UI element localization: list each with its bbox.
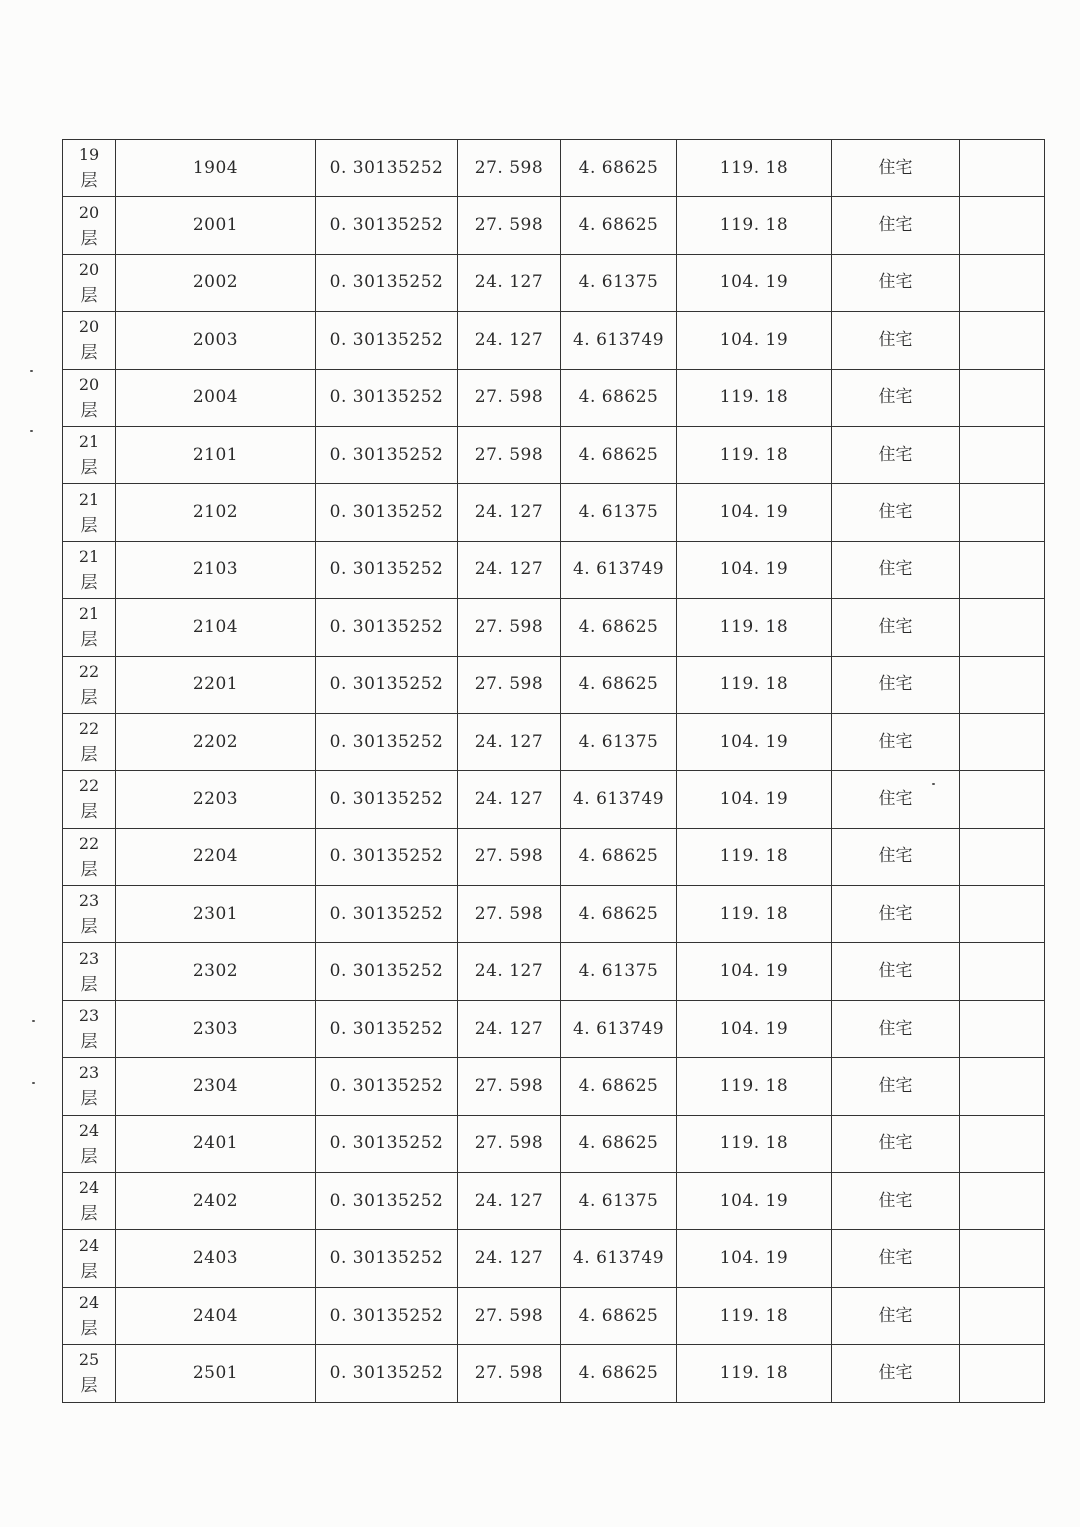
table-row: [63, 599, 1045, 656]
area-a-cell: 27. 598: [458, 1287, 561, 1344]
area-b-cell: 4. 61375: [561, 713, 677, 770]
note-cell: [960, 1173, 1045, 1230]
usage-cell: 住宅: [832, 1345, 960, 1402]
share-coefficient-cell: 0. 30135252: [316, 197, 458, 254]
table-row: [63, 197, 1045, 254]
table-row: [63, 1173, 1045, 1230]
total-area-cell: 119. 18: [677, 886, 832, 943]
total-area-cell: 119. 18: [677, 140, 832, 197]
floor-unit: 层: [80, 917, 98, 938]
table-row: [63, 254, 1045, 311]
total-area-cell: 104. 19: [677, 943, 832, 1000]
total-area-cell: 119. 18: [677, 656, 832, 713]
room-number-cell: 2403: [116, 1230, 316, 1287]
room-number-cell: 2401: [116, 1115, 316, 1172]
note-cell: [960, 254, 1045, 311]
room-number-cell: 2002: [116, 254, 316, 311]
floor-cell: [63, 426, 116, 483]
share-coefficient-cell: 0. 30135252: [316, 1058, 458, 1115]
area-a-cell: 27. 598: [458, 886, 561, 943]
room-number-cell: 2204: [116, 828, 316, 885]
area-a-cell: 24. 127: [458, 484, 561, 541]
room-number-cell: 2501: [116, 1345, 316, 1402]
total-area-cell: 119. 18: [677, 1115, 832, 1172]
note-cell: [960, 943, 1045, 1000]
note-cell: [960, 484, 1045, 541]
table-body: [63, 140, 1045, 1403]
floor-number: 22: [78, 719, 100, 739]
usage-cell: 住宅: [832, 254, 960, 311]
table-row: [63, 140, 1045, 197]
table-row: [63, 886, 1045, 943]
area-b-cell: 4. 61375: [561, 254, 677, 311]
note-cell: [960, 1058, 1045, 1115]
usage-cell: 住宅: [832, 771, 960, 828]
area-a-cell: 24. 127: [458, 1230, 561, 1287]
share-coefficient-cell: 0. 30135252: [316, 484, 458, 541]
note-cell: [960, 1345, 1045, 1402]
unit-area-table: [62, 139, 1045, 1403]
floor-number: 21: [78, 432, 100, 452]
room-number-cell: 2104: [116, 599, 316, 656]
usage-cell: 住宅: [832, 1000, 960, 1057]
floor-unit: 层: [80, 630, 98, 651]
area-b-cell: 4. 613749: [561, 1000, 677, 1057]
share-coefficient-cell: 0. 30135252: [316, 943, 458, 1000]
share-coefficient-cell: 0. 30135252: [316, 771, 458, 828]
share-coefficient-cell: 0. 30135252: [316, 1173, 458, 1230]
room-number-cell: 2001: [116, 197, 316, 254]
share-coefficient-cell: 0. 30135252: [316, 1230, 458, 1287]
total-area-cell: 104. 19: [677, 1230, 832, 1287]
floor-unit: 层: [80, 1032, 98, 1053]
usage-cell: 住宅: [832, 312, 960, 369]
room-number-cell: 2101: [116, 426, 316, 483]
floor-number: 20: [78, 317, 100, 337]
floor-unit: 层: [80, 171, 98, 192]
total-area-cell: 104. 19: [677, 771, 832, 828]
share-coefficient-cell: 0. 30135252: [316, 1287, 458, 1344]
floor-unit: 层: [80, 1146, 98, 1167]
scan-speck: [30, 370, 33, 372]
floor-cell: [63, 1058, 116, 1115]
total-area-cell: 119. 18: [677, 197, 832, 254]
floor-unit: 层: [80, 400, 98, 421]
share-coefficient-cell: 0. 30135252: [316, 140, 458, 197]
usage-cell: 住宅: [832, 828, 960, 885]
floor-cell: [63, 1000, 116, 1057]
floor-number: 20: [78, 259, 100, 279]
room-number-cell: 2203: [116, 771, 316, 828]
floor-unit: 层: [80, 1376, 98, 1397]
floor-cell: [63, 1173, 116, 1230]
usage-cell: 住宅: [832, 1058, 960, 1115]
floor-unit: 层: [80, 1261, 98, 1282]
note-cell: [960, 886, 1045, 943]
floor-number: 25: [78, 1350, 100, 1370]
area-b-cell: 4. 613749: [561, 771, 677, 828]
area-a-cell: 27. 598: [458, 197, 561, 254]
table-row: [63, 656, 1045, 713]
area-b-cell: 4. 68625: [561, 1287, 677, 1344]
note-cell: [960, 599, 1045, 656]
area-a-cell: 24. 127: [458, 713, 561, 770]
area-a-cell: 27. 598: [458, 426, 561, 483]
usage-cell: 住宅: [832, 943, 960, 1000]
floor-unit: 层: [80, 515, 98, 536]
area-a-cell: 24. 127: [458, 1000, 561, 1057]
area-b-cell: 4. 68625: [561, 656, 677, 713]
floor-unit: 层: [80, 228, 98, 249]
floor-unit: 层: [80, 802, 98, 823]
floor-cell: [63, 713, 116, 770]
area-a-cell: 27. 598: [458, 1345, 561, 1402]
share-coefficient-cell: 0. 30135252: [316, 713, 458, 770]
share-coefficient-cell: 0. 30135252: [316, 656, 458, 713]
table-row: [63, 1000, 1045, 1057]
floor-unit: 层: [80, 572, 98, 593]
area-b-cell: 4. 68625: [561, 886, 677, 943]
room-number-cell: 2004: [116, 369, 316, 426]
floor-number: 24: [78, 1178, 100, 1198]
area-a-cell: 27. 598: [458, 828, 561, 885]
share-coefficient-cell: 0. 30135252: [316, 541, 458, 598]
table-row: [63, 771, 1045, 828]
floor-number: 23: [78, 948, 100, 968]
floor-cell: [63, 1230, 116, 1287]
table-row: [63, 312, 1045, 369]
area-b-cell: 4. 61375: [561, 1173, 677, 1230]
room-number-cell: 2102: [116, 484, 316, 541]
scan-speck: [32, 1082, 35, 1084]
table-row: [63, 1230, 1045, 1287]
area-b-cell: 4. 68625: [561, 828, 677, 885]
area-b-cell: 4. 68625: [561, 1345, 677, 1402]
area-a-cell: 24. 127: [458, 943, 561, 1000]
floor-unit: 层: [80, 687, 98, 708]
usage-cell: 住宅: [832, 886, 960, 943]
table-row: [63, 943, 1045, 1000]
floor-cell: [63, 1287, 116, 1344]
note-cell: [960, 1000, 1045, 1057]
share-coefficient-cell: 0. 30135252: [316, 426, 458, 483]
table-row: [63, 828, 1045, 885]
usage-cell: 住宅: [832, 1287, 960, 1344]
note-cell: [960, 1230, 1045, 1287]
floor-cell: [63, 254, 116, 311]
floor-cell: [63, 1115, 116, 1172]
floor-unit: 层: [80, 343, 98, 364]
area-a-cell: 27. 598: [458, 1058, 561, 1115]
total-area-cell: 119. 18: [677, 426, 832, 483]
share-coefficient-cell: 0. 30135252: [316, 1000, 458, 1057]
floor-number: 21: [78, 546, 100, 566]
usage-cell: 住宅: [832, 599, 960, 656]
usage-cell: 住宅: [832, 484, 960, 541]
floor-number: 20: [78, 202, 100, 222]
room-number-cell: 2302: [116, 943, 316, 1000]
floor-cell: [63, 886, 116, 943]
total-area-cell: 104. 19: [677, 1000, 832, 1057]
floor-unit: 层: [80, 1319, 98, 1339]
note-cell: [960, 369, 1045, 426]
floor-number: 22: [78, 833, 100, 853]
table-row: [63, 484, 1045, 541]
note-cell: [960, 140, 1045, 197]
share-coefficient-cell: 0. 30135252: [316, 312, 458, 369]
table-row: [63, 541, 1045, 598]
floor-cell: [63, 197, 116, 254]
area-a-cell: 27. 598: [458, 656, 561, 713]
floor-cell: [63, 1345, 116, 1402]
area-b-cell: 4. 61375: [561, 943, 677, 1000]
total-area-cell: 119. 18: [677, 1287, 832, 1344]
usage-cell: 住宅: [832, 197, 960, 254]
note-cell: [960, 197, 1045, 254]
floor-unit: 层: [80, 458, 98, 479]
floor-unit: 层: [80, 285, 98, 306]
floor-number: 24: [78, 1120, 100, 1140]
floor-number: 23: [78, 1006, 100, 1026]
room-number-cell: 2202: [116, 713, 316, 770]
floor-cell: [63, 771, 116, 828]
floor-number: 24: [78, 1293, 100, 1312]
room-number-cell: 1904: [116, 140, 316, 197]
share-coefficient-cell: 0. 30135252: [316, 369, 458, 426]
floor-unit: 层: [80, 974, 98, 995]
table-row: [63, 1345, 1045, 1402]
share-coefficient-cell: 0. 30135252: [316, 886, 458, 943]
share-coefficient-cell: 0. 30135252: [316, 1115, 458, 1172]
usage-cell: 住宅: [832, 1173, 960, 1230]
area-a-cell: 24. 127: [458, 1173, 561, 1230]
total-area-cell: 104. 19: [677, 484, 832, 541]
area-b-cell: 4. 68625: [561, 599, 677, 656]
note-cell: [960, 312, 1045, 369]
total-area-cell: 104. 19: [677, 312, 832, 369]
floor-unit: 层: [80, 859, 98, 880]
usage-cell: 住宅: [832, 140, 960, 197]
floor-number: 21: [78, 489, 100, 509]
area-b-cell: 4. 68625: [561, 369, 677, 426]
total-area-cell: 104. 19: [677, 713, 832, 770]
scan-speck: [30, 430, 33, 432]
floor-unit: 层: [80, 1089, 98, 1110]
usage-cell: 住宅: [832, 713, 960, 770]
area-a-cell: 27. 598: [458, 369, 561, 426]
area-a-cell: 24. 127: [458, 541, 561, 598]
note-cell: [960, 828, 1045, 885]
total-area-cell: 104. 19: [677, 1173, 832, 1230]
area-b-cell: 4. 68625: [561, 1115, 677, 1172]
floor-unit: 层: [80, 745, 98, 766]
total-area-cell: 119. 18: [677, 369, 832, 426]
room-number-cell: 2304: [116, 1058, 316, 1115]
floor-unit: 层: [80, 1204, 98, 1225]
floor-number: 19: [78, 145, 100, 165]
table-row: [63, 1287, 1045, 1344]
area-b-cell: 4. 68625: [561, 140, 677, 197]
area-a-cell: 24. 127: [458, 771, 561, 828]
room-number-cell: 2301: [116, 886, 316, 943]
table-row: [63, 713, 1045, 770]
total-area-cell: 119. 18: [677, 1058, 832, 1115]
usage-cell: 住宅: [832, 369, 960, 426]
floor-cell: [63, 828, 116, 885]
room-number-cell: 2003: [116, 312, 316, 369]
area-b-cell: 4. 61375: [561, 484, 677, 541]
note-cell: [960, 771, 1045, 828]
total-area-cell: 104. 19: [677, 254, 832, 311]
floor-number: 23: [78, 891, 100, 911]
table-row: [63, 426, 1045, 483]
room-number-cell: 2303: [116, 1000, 316, 1057]
share-coefficient-cell: 0. 30135252: [316, 254, 458, 311]
floor-cell: [63, 140, 116, 197]
room-number-cell: 2404: [116, 1287, 316, 1344]
note-cell: [960, 1287, 1045, 1344]
floor-cell: [63, 541, 116, 598]
share-coefficient-cell: 0. 30135252: [316, 828, 458, 885]
usage-cell: 住宅: [832, 656, 960, 713]
area-b-cell: 4. 68625: [561, 426, 677, 483]
area-b-cell: 4. 613749: [561, 1230, 677, 1287]
note-cell: [960, 426, 1045, 483]
floor-number: 20: [78, 374, 100, 394]
scan-speck: [32, 1020, 35, 1022]
usage-cell: 住宅: [832, 541, 960, 598]
floor-cell: [63, 369, 116, 426]
room-number-cell: 2103: [116, 541, 316, 598]
area-b-cell: 4. 68625: [561, 1058, 677, 1115]
area-a-cell: 24. 127: [458, 254, 561, 311]
area-b-cell: 4. 68625: [561, 197, 677, 254]
floor-number: 23: [78, 1063, 100, 1083]
area-b-cell: 4. 613749: [561, 312, 677, 369]
table-row: [63, 369, 1045, 426]
floor-cell: [63, 484, 116, 541]
total-area-cell: 104. 19: [677, 541, 832, 598]
floor-cell: [63, 943, 116, 1000]
usage-cell: 住宅: [832, 1115, 960, 1172]
floor-number: 24: [78, 1235, 100, 1255]
usage-cell: 住宅: [832, 1230, 960, 1287]
share-coefficient-cell: 0. 30135252: [316, 599, 458, 656]
area-a-cell: 27. 598: [458, 1115, 561, 1172]
note-cell: [960, 656, 1045, 713]
floor-number: 21: [78, 604, 100, 624]
table-row: [63, 1115, 1045, 1172]
floor-cell: [63, 656, 116, 713]
note-cell: [960, 1115, 1045, 1172]
usage-cell: 住宅: [832, 426, 960, 483]
area-a-cell: 27. 598: [458, 599, 561, 656]
floor-cell: [63, 312, 116, 369]
room-number-cell: 2402: [116, 1173, 316, 1230]
floor-cell: [63, 599, 116, 656]
table-row: [63, 1058, 1045, 1115]
area-a-cell: 24. 127: [458, 312, 561, 369]
total-area-cell: 119. 18: [677, 599, 832, 656]
total-area-cell: 119. 18: [677, 1345, 832, 1402]
area-b-cell: 4. 613749: [561, 541, 677, 598]
total-area-cell: 119. 18: [677, 828, 832, 885]
room-number-cell: 2201: [116, 656, 316, 713]
floor-number: 22: [78, 661, 100, 681]
floor-number: 22: [78, 776, 100, 796]
note-cell: [960, 541, 1045, 598]
area-a-cell: 27. 598: [458, 140, 561, 197]
note-cell: [960, 713, 1045, 770]
share-coefficient-cell: 0. 30135252: [316, 1345, 458, 1402]
